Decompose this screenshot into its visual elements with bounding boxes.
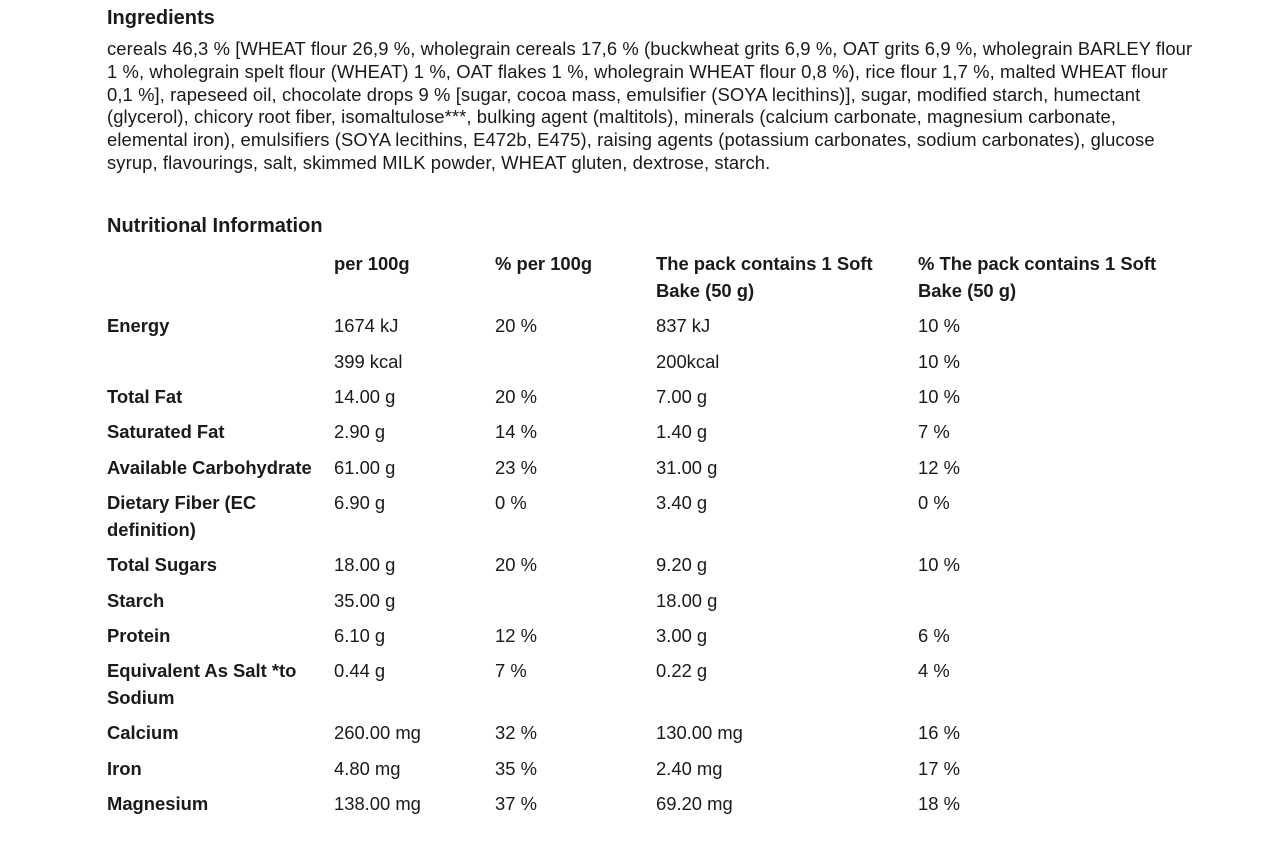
nutrition-table-body xyxy=(107,312,1197,825)
value-per-100g: 6.90 g xyxy=(334,492,386,513)
percent-per-100g: 37 % xyxy=(495,793,537,814)
percent-per-pack: 6 % xyxy=(918,625,950,646)
percent-per-100g: 35 % xyxy=(495,758,537,779)
table-row xyxy=(107,719,1197,755)
nutrition-table xyxy=(107,250,1197,825)
value-per-pack: 9.20 g xyxy=(656,554,708,575)
nutrient-name: Starch xyxy=(107,590,165,611)
percent-per-pack: 16 % xyxy=(918,722,960,743)
table-row xyxy=(107,790,1197,825)
header-percent-per-pack: % The pack contains 1 Soft Bake (50 g) xyxy=(918,253,1157,301)
header-percent-per-100g: % per 100g xyxy=(495,253,593,274)
table-row xyxy=(107,418,1197,454)
value-per-100g: 0.44 g xyxy=(334,660,386,681)
value-per-pack: 7.00 g xyxy=(656,386,708,407)
percent-per-100g: 0 % xyxy=(495,492,527,513)
table-row xyxy=(107,348,1197,383)
nutrient-name: Protein xyxy=(107,625,171,646)
value-per-100g: 2.90 g xyxy=(334,421,386,442)
percent-per-pack: 12 % xyxy=(918,457,960,478)
percent-per-100g: 20 % xyxy=(495,554,537,575)
percent-per-pack: 10 % xyxy=(918,315,960,336)
nutrient-name: Total Fat xyxy=(107,386,183,407)
percent-per-100g: 32 % xyxy=(495,722,537,743)
table-row xyxy=(107,551,1197,587)
percent-per-pack: 10 % xyxy=(918,554,960,575)
header-per-pack: The pack contains 1 Soft Bake (50 g) xyxy=(656,253,873,301)
value-per-100g: 35.00 g xyxy=(334,590,396,611)
percent-per-pack: 4 % xyxy=(918,660,950,681)
percent-per-pack: 7 % xyxy=(918,421,950,442)
nutrient-name: Total Sugars xyxy=(107,554,218,575)
ingredients-text: cereals 46,3 % [WHEAT flour 26,9 %, wholegrain cereals 17,6 % (buckwheat grits 6,9 %, OAT grits 6,9 %, wholegrain BARLEY flour 1 %, wholegrain spelt flour (WHEAT) 1 %, OAT flakes 1 %, wholegrain WHEAT flour 0,8 %), rice flour 1,7 %, malted WHEAT flour 0,1 %], rapeseed oil, chocolate drops 9 % [sugar, cocoa mass, emulsifier (SOYA lecithins)], sugar, modified starch, humectant (glycerol), chicory root fiber, isomaltulose***, bulking agent (maltitols), minerals (calcium carbonate, magnesium carbonate, elemental iron), emulsifiers (SOYA lecithins, E472b, E475), raising agents (potassium carbonates, sodium carbonates), glucose syrup, flavourings, salt, skimmed MILK powder, WHEAT gluten, dextrose, starch. xyxy=(107,38,1193,173)
nutrition-header-row xyxy=(107,250,1197,312)
nutrient-name: Available Carbohydrate xyxy=(107,457,312,478)
value-per-100g: 399 kcal xyxy=(334,351,403,372)
percent-per-100g: 20 % xyxy=(495,386,537,407)
ingredients-heading: Ingredients xyxy=(107,7,215,29)
percent-per-100g: 12 % xyxy=(495,625,537,646)
percent-per-pack: 18 % xyxy=(918,793,960,814)
nutrient-name: Dietary Fiber (EC definition) xyxy=(107,492,257,540)
table-row xyxy=(107,755,1197,790)
value-per-pack: 69.20 mg xyxy=(656,793,733,814)
value-per-100g: 260.00 mg xyxy=(334,722,421,743)
value-per-pack: 3.40 g xyxy=(656,492,708,513)
percent-per-100g: 23 % xyxy=(495,457,537,478)
value-per-100g: 6.10 g xyxy=(334,625,386,646)
table-row xyxy=(107,587,1197,622)
nutrient-name: Equivalent As Salt *to Sodium xyxy=(107,660,297,708)
percent-per-100g: 20 % xyxy=(495,315,537,336)
nutrient-name: Magnesium xyxy=(107,793,209,814)
percent-per-pack: 10 % xyxy=(918,386,960,407)
percent-per-100g: 7 % xyxy=(495,660,527,681)
value-per-pack: 130.00 mg xyxy=(656,722,743,743)
value-per-100g: 138.00 mg xyxy=(334,793,421,814)
value-per-100g: 1674 kJ xyxy=(334,315,399,336)
value-per-100g: 18.00 g xyxy=(334,554,396,575)
value-per-pack: 837 kJ xyxy=(656,315,711,336)
table-row xyxy=(107,454,1197,489)
value-per-pack: 200kcal xyxy=(656,351,720,372)
value-per-pack: 0.22 g xyxy=(656,660,708,681)
nutrient-name: Iron xyxy=(107,758,142,779)
table-row xyxy=(107,312,1197,348)
table-row xyxy=(107,622,1197,657)
value-per-100g: 61.00 g xyxy=(334,457,396,478)
value-per-pack: 3.00 g xyxy=(656,625,708,646)
value-per-100g: 4.80 mg xyxy=(334,758,401,779)
percent-per-pack: 17 % xyxy=(918,758,960,779)
value-per-100g: 14.00 g xyxy=(334,386,396,407)
table-row xyxy=(107,489,1197,551)
value-per-pack: 18.00 g xyxy=(656,590,718,611)
percent-per-pack: 0 % xyxy=(918,492,950,513)
value-per-pack: 31.00 g xyxy=(656,457,718,478)
value-per-pack: 2.40 mg xyxy=(656,758,723,779)
nutrient-name: Calcium xyxy=(107,722,179,743)
table-row xyxy=(107,657,1197,719)
percent-per-pack: 10 % xyxy=(918,351,960,372)
value-per-pack: 1.40 g xyxy=(656,421,708,442)
nutrient-name: Energy xyxy=(107,315,170,336)
nutrition-heading: Nutritional Information xyxy=(107,215,323,237)
table-row xyxy=(107,383,1197,418)
nutrient-name: Saturated Fat xyxy=(107,421,225,442)
percent-per-100g: 14 % xyxy=(495,421,537,442)
header-per-100g: per 100g xyxy=(334,253,410,274)
